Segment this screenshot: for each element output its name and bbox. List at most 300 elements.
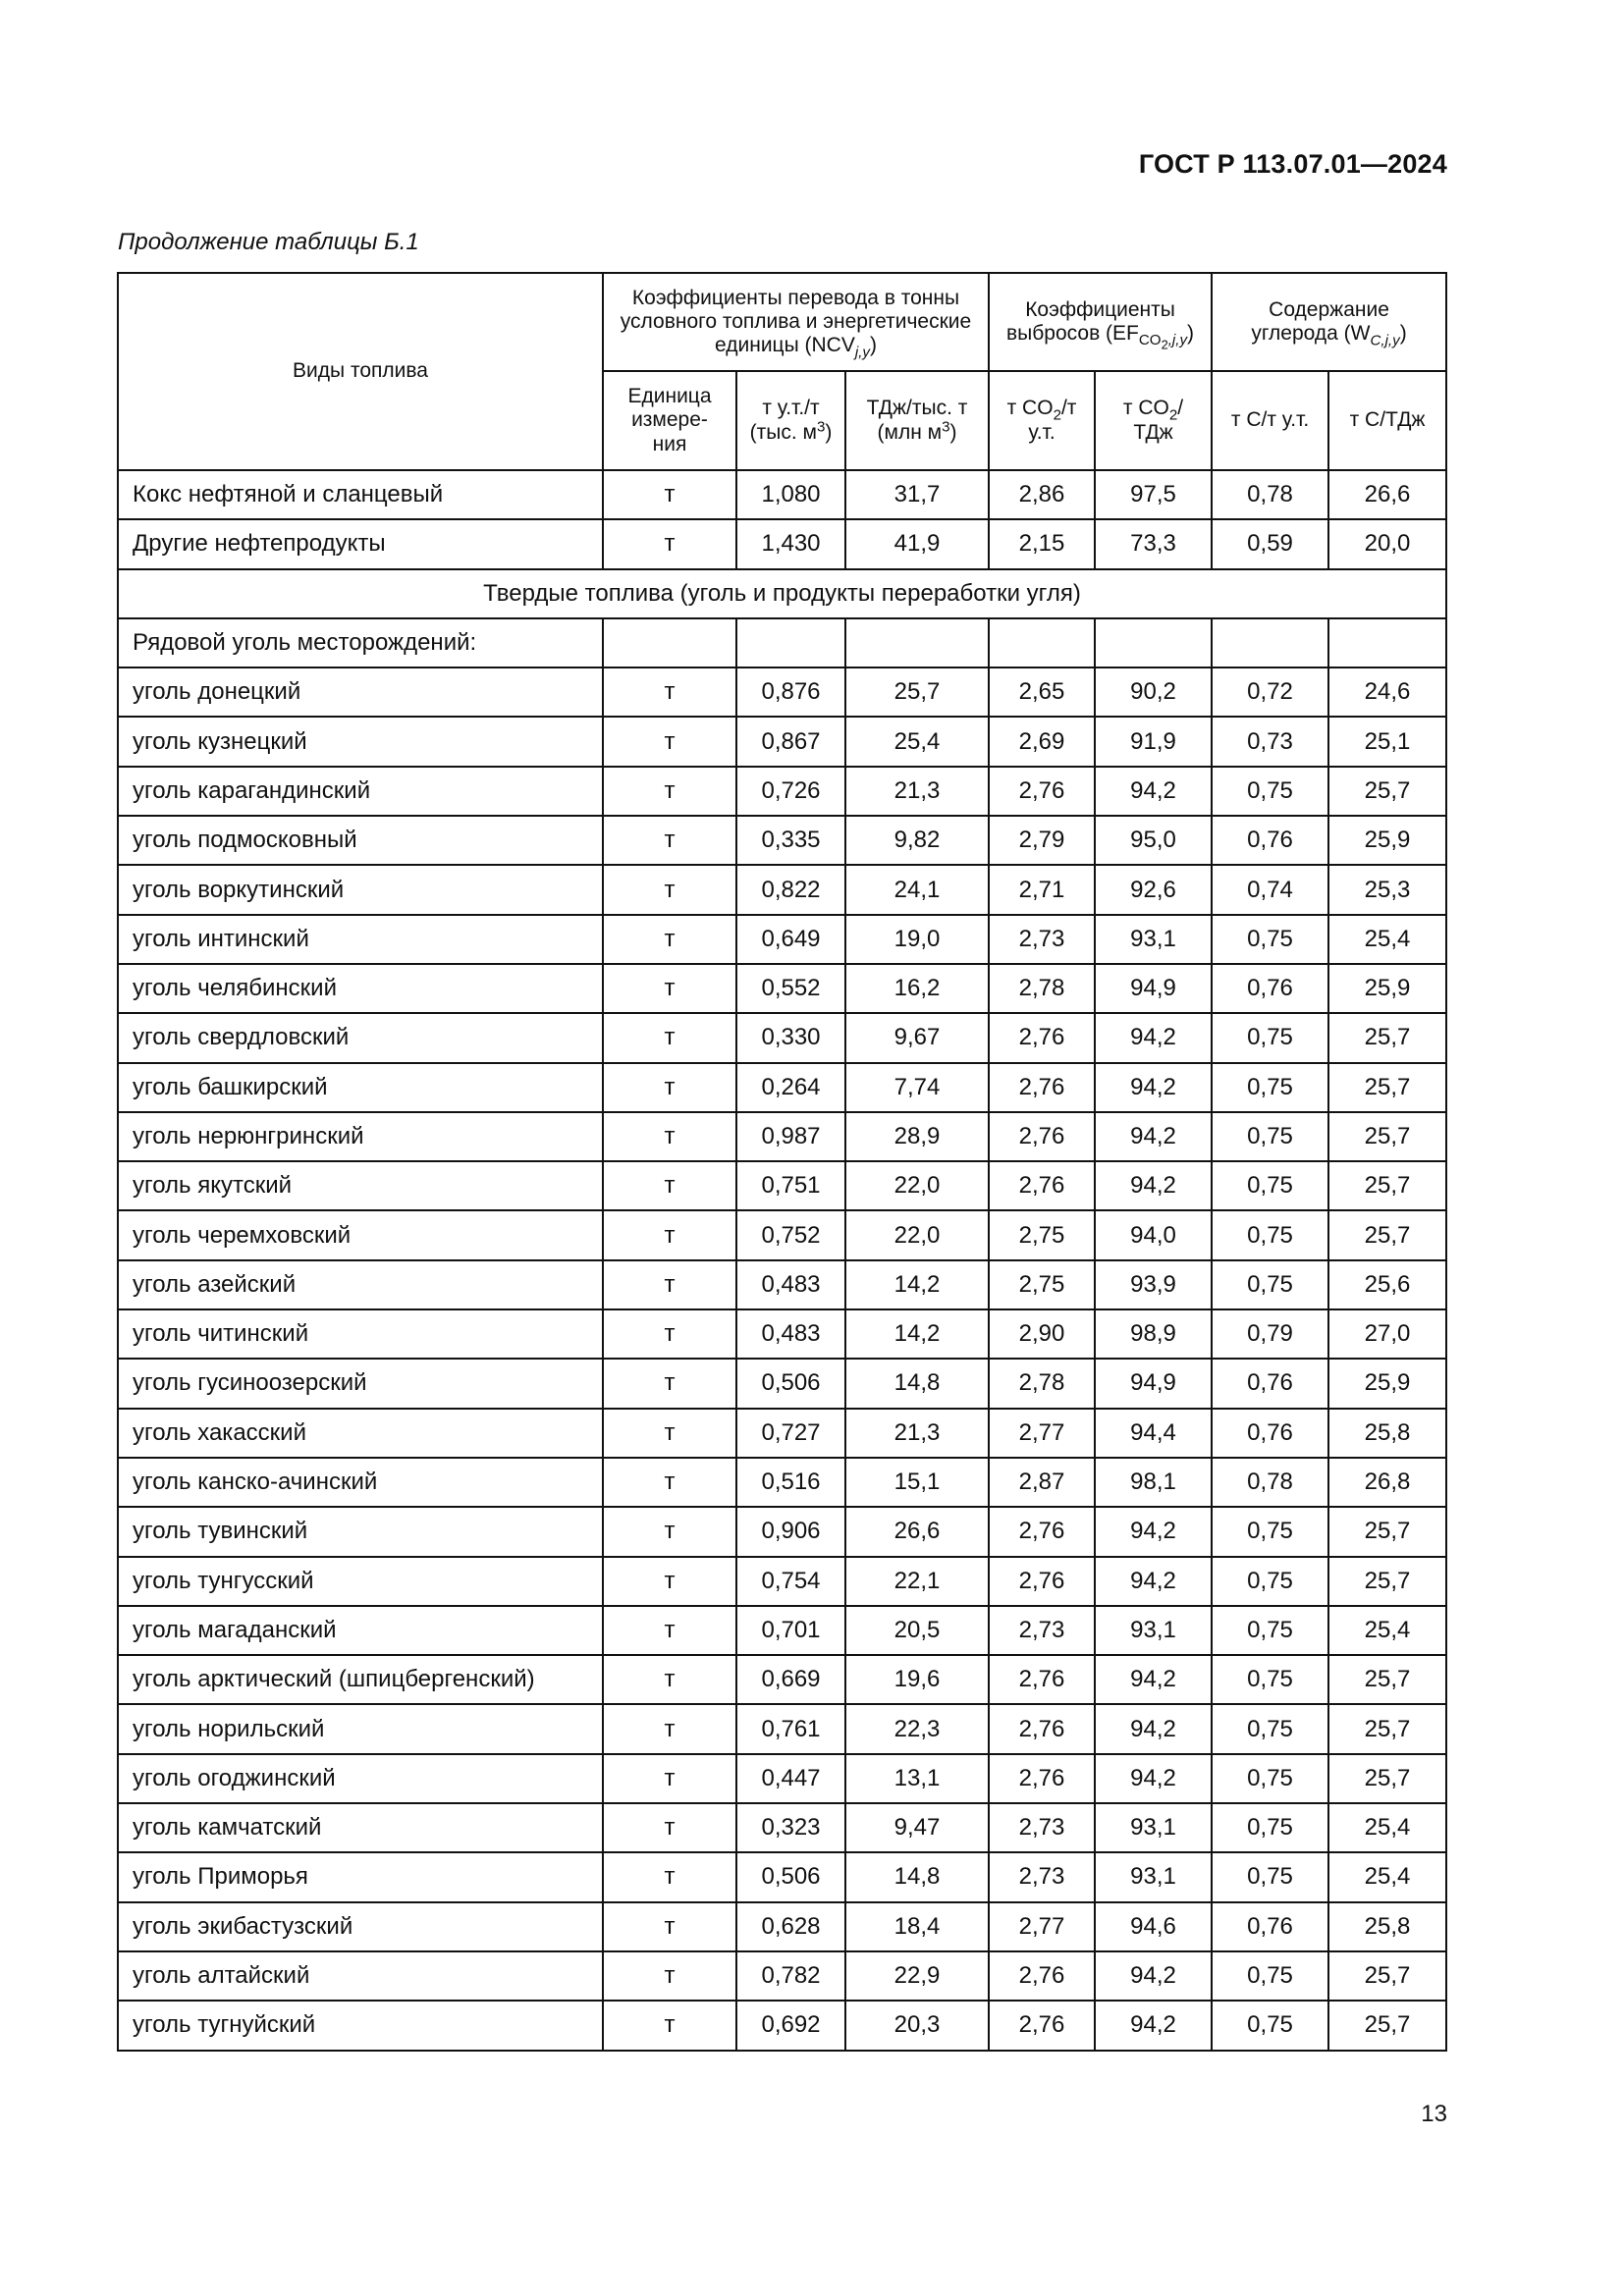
fuel-name-cell: Кокс нефтяной и сланцевый xyxy=(118,470,603,519)
co2-per-tj-cell: 94,2 xyxy=(1095,1704,1212,1753)
co2-per-tce-cell: 2,75 xyxy=(989,1260,1095,1309)
c-per-tj-cell: 25,8 xyxy=(1328,1409,1446,1458)
co2-per-tj-cell: 94,2 xyxy=(1095,1013,1212,1062)
tj-per-kt-cell: 22,0 xyxy=(845,1161,989,1210)
fuel-name-cell: уголь огоджинский xyxy=(118,1754,603,1803)
fuel-name-cell: уголь норильский xyxy=(118,1704,603,1753)
tce-per-t-cell: 0,447 xyxy=(736,1754,845,1803)
fuel-name-cell: уголь кузнецкий xyxy=(118,717,603,766)
table-row xyxy=(118,519,1446,568)
fuel-name-cell: уголь башкирский xyxy=(118,1063,603,1112)
co2-per-tce-cell: 2,76 xyxy=(989,1655,1095,1704)
fuel-name-cell: уголь интинский xyxy=(118,915,603,964)
table-row xyxy=(118,1112,1446,1161)
table-row xyxy=(118,1063,1446,1112)
co2-per-tce-cell: 2,76 xyxy=(989,1063,1095,1112)
tj-per-kt-cell: 28,9 xyxy=(845,1112,989,1161)
header-emission-group xyxy=(989,273,1212,371)
header-tce-per-t-b: (тыс. м xyxy=(749,420,817,444)
table-caption: Продолжение таблицы Б.1 xyxy=(118,229,419,255)
tj-per-kt-cell: 9,67 xyxy=(845,1013,989,1062)
c-per-tce-cell: 0,75 xyxy=(1212,915,1328,964)
co2-per-tj-cell: 90,2 xyxy=(1095,667,1212,717)
co2-per-tce-cell: 2,79 xyxy=(989,816,1095,865)
tj-per-kt-cell: 19,0 xyxy=(845,915,989,964)
co2-per-tce-cell: 2,76 xyxy=(989,1754,1095,1803)
fuel-name-cell: уголь воркутинский xyxy=(118,865,603,914)
unit-cell: т xyxy=(603,1409,736,1458)
tce-per-t-cell: 0,628 xyxy=(736,1902,845,1951)
fuel-name-cell: уголь Приморья xyxy=(118,1852,603,1901)
co2-per-tj-cell: 94,4 xyxy=(1095,1409,1212,1458)
table-row xyxy=(118,1557,1446,1606)
header-co2-per-tj-b: / ТДж xyxy=(1133,397,1184,444)
header-c-per-tj: т С/ТДж xyxy=(1328,371,1446,470)
table-body xyxy=(118,470,1446,667)
co2-per-tce-cell: 2,76 xyxy=(989,1013,1095,1062)
co2-per-tj-cell: 98,9 xyxy=(1095,1309,1212,1359)
unit-cell: т xyxy=(603,1161,736,1210)
tce-per-t-cell: 0,906 xyxy=(736,1507,845,1556)
table-row xyxy=(118,964,1446,1013)
c-per-tce-cell: 0,72 xyxy=(1212,667,1328,717)
co2-per-tj-cell: 97,5 xyxy=(1095,470,1212,519)
fuel-name-cell: уголь азейский xyxy=(118,1260,603,1309)
empty-cell xyxy=(1212,618,1328,667)
c-per-tce-cell: 0,75 xyxy=(1212,1754,1328,1803)
empty-cell xyxy=(1328,618,1446,667)
tce-per-t-cell: 0,751 xyxy=(736,1161,845,1210)
tj-per-kt-cell: 25,7 xyxy=(845,667,989,717)
fuel-name-cell: уголь тувинский xyxy=(118,1507,603,1556)
co2-per-tj-cell: 93,1 xyxy=(1095,1606,1212,1655)
fuel-name-cell: уголь донецкий xyxy=(118,667,603,717)
unit-cell: т xyxy=(603,1852,736,1901)
tce-per-t-cell: 0,876 xyxy=(736,667,845,717)
table-row xyxy=(118,1704,1446,1753)
tce-per-t-cell: 0,727 xyxy=(736,1409,845,1458)
tj-per-kt-cell: 15,1 xyxy=(845,1458,989,1507)
header-conversion-text: Коэффициенты перевода в тонны условного топлива и энергетические единицы (NCV xyxy=(620,286,972,357)
tce-per-t-cell: 0,264 xyxy=(736,1063,845,1112)
fuel-name-cell: уголь канско-ачинский xyxy=(118,1458,603,1507)
header-emission-sub-main: CO xyxy=(1138,332,1162,349)
header-emission-sub-2: 2 xyxy=(1161,337,1168,352)
table-row xyxy=(118,1606,1446,1655)
co2-per-tce-cell: 2,86 xyxy=(989,470,1095,519)
c-per-tce-cell: 0,74 xyxy=(1212,865,1328,914)
table-row xyxy=(118,1754,1446,1803)
co2-per-tj-cell: 94,2 xyxy=(1095,1951,1212,2001)
c-per-tj-cell: 25,9 xyxy=(1328,964,1446,1013)
co2-per-tce-cell: 2,73 xyxy=(989,1852,1095,1901)
tce-per-t-cell: 0,552 xyxy=(736,964,845,1013)
group-label-cell: Рядовой уголь месторождений: xyxy=(118,618,603,667)
unit-cell: т xyxy=(603,1063,736,1112)
tj-per-kt-cell: 19,6 xyxy=(845,1655,989,1704)
c-per-tj-cell: 25,7 xyxy=(1328,1951,1446,2001)
c-per-tj-cell: 25,9 xyxy=(1328,816,1446,865)
tce-per-t-cell: 0,782 xyxy=(736,1951,845,2001)
co2-per-tj-cell: 93,1 xyxy=(1095,1852,1212,1901)
co2-per-tce-cell: 2,76 xyxy=(989,1951,1095,2001)
tj-per-kt-cell: 26,6 xyxy=(845,1507,989,1556)
co2-per-tj-cell: 95,0 xyxy=(1095,816,1212,865)
co2-per-tce-cell: 2,69 xyxy=(989,717,1095,766)
co2-per-tce-cell: 2,76 xyxy=(989,1161,1095,1210)
co2-per-tj-cell: 93,1 xyxy=(1095,1803,1212,1852)
header-emission-text: Коэффициенты выбросов (EF xyxy=(1006,297,1175,345)
tj-per-kt-cell: 21,3 xyxy=(845,767,989,816)
header-tce-per-t-a: т у.т./т xyxy=(762,397,820,420)
unit-cell: т xyxy=(603,816,736,865)
tce-per-t-cell: 0,483 xyxy=(736,1260,845,1309)
tj-per-kt-cell: 20,5 xyxy=(845,1606,989,1655)
fuel-name-cell: Другие нефтепродукты xyxy=(118,519,603,568)
header-emission-sub-tail: ,j,y xyxy=(1167,332,1188,349)
co2-per-tj-cell: 94,2 xyxy=(1095,1655,1212,1704)
co2-per-tce-cell: 2,75 xyxy=(989,1210,1095,1259)
tce-per-t-cell: 0,506 xyxy=(736,1852,845,1901)
header-co2-per-tce-sub: 2 xyxy=(1053,406,1061,424)
c-per-tce-cell: 0,75 xyxy=(1212,1704,1328,1753)
fuel-coefficients-table xyxy=(117,272,1447,2052)
table-row xyxy=(118,865,1446,914)
unit-cell: т xyxy=(603,1359,736,1408)
c-per-tce-cell: 0,75 xyxy=(1212,1606,1328,1655)
c-per-tj-cell: 25,7 xyxy=(1328,1557,1446,1606)
tce-per-t-cell: 0,692 xyxy=(736,2001,845,2050)
co2-per-tce-cell: 2,77 xyxy=(989,1902,1095,1951)
c-per-tce-cell: 0,75 xyxy=(1212,1507,1328,1556)
co2-per-tce-cell: 2,73 xyxy=(989,1606,1095,1655)
fuel-name-cell: уголь арктический (шпицбергенский) xyxy=(118,1655,603,1704)
c-per-tce-cell: 0,78 xyxy=(1212,1458,1328,1507)
c-per-tce-cell: 0,75 xyxy=(1212,1951,1328,2001)
c-per-tj-cell: 24,6 xyxy=(1328,667,1446,717)
c-per-tce-cell: 0,76 xyxy=(1212,1359,1328,1408)
header-tce-per-t-c: ) xyxy=(825,420,833,444)
tce-per-t-cell: 0,761 xyxy=(736,1704,845,1753)
c-per-tj-cell: 25,4 xyxy=(1328,1606,1446,1655)
fuel-name-cell: уголь подмосковный xyxy=(118,816,603,865)
tce-per-t-cell: 0,669 xyxy=(736,1655,845,1704)
coal-rows xyxy=(118,667,1446,2050)
header-tj-per-kt-sup: 3 xyxy=(942,417,950,435)
c-per-tce-cell: 0,76 xyxy=(1212,1409,1328,1458)
header-tj-per-kt xyxy=(845,371,989,470)
c-per-tce-cell: 0,75 xyxy=(1212,1013,1328,1062)
fuel-name-cell: уголь нерюнгринский xyxy=(118,1112,603,1161)
co2-per-tce-cell: 2,76 xyxy=(989,767,1095,816)
fuel-name-cell: уголь читинский xyxy=(118,1309,603,1359)
unit-cell: т xyxy=(603,1655,736,1704)
fuel-name-cell: уголь алтайский xyxy=(118,1951,603,2001)
tce-per-t-cell: 1,080 xyxy=(736,470,845,519)
table-row xyxy=(118,1161,1446,1210)
tj-per-kt-cell: 41,9 xyxy=(845,519,989,568)
unit-cell: т xyxy=(603,1951,736,2001)
c-per-tce-cell: 0,75 xyxy=(1212,1803,1328,1852)
fuel-name-cell: уголь камчатский xyxy=(118,1803,603,1852)
c-per-tj-cell: 25,8 xyxy=(1328,1902,1446,1951)
unit-cell: т xyxy=(603,1458,736,1507)
c-per-tce-cell: 0,59 xyxy=(1212,519,1328,568)
fuel-name-cell: уголь экибастузский xyxy=(118,1902,603,1951)
tce-per-t-cell: 0,867 xyxy=(736,717,845,766)
c-per-tj-cell: 25,4 xyxy=(1328,1803,1446,1852)
c-per-tj-cell: 25,7 xyxy=(1328,1013,1446,1062)
co2-per-tce-cell: 2,65 xyxy=(989,667,1095,717)
table-row xyxy=(118,1458,1446,1507)
table-row xyxy=(118,1655,1446,1704)
c-per-tce-cell: 0,75 xyxy=(1212,1260,1328,1309)
unit-cell: т xyxy=(603,1704,736,1753)
co2-per-tj-cell: 94,2 xyxy=(1095,1754,1212,1803)
c-per-tj-cell: 25,9 xyxy=(1328,1359,1446,1408)
fuel-name-cell: уголь гусиноозерский xyxy=(118,1359,603,1408)
co2-per-tj-cell: 94,2 xyxy=(1095,767,1212,816)
header-conversion-sub: j,y xyxy=(854,344,870,361)
unit-cell: т xyxy=(603,1507,736,1556)
table-row xyxy=(118,2001,1446,2050)
c-per-tce-cell: 0,75 xyxy=(1212,1210,1328,1259)
tce-per-t-cell: 0,323 xyxy=(736,1803,845,1852)
empty-cell xyxy=(736,618,845,667)
c-per-tj-cell: 25,7 xyxy=(1328,1112,1446,1161)
header-co2-per-tce xyxy=(989,371,1095,470)
unit-cell: т xyxy=(603,1754,736,1803)
header-co2-per-tj-sub: 2 xyxy=(1168,406,1178,424)
unit-cell: т xyxy=(603,1606,736,1655)
unit-cell: т xyxy=(603,1210,736,1259)
tj-per-kt-cell: 25,4 xyxy=(845,717,989,766)
page-number: 13 xyxy=(1421,2101,1447,2127)
c-per-tce-cell: 0,75 xyxy=(1212,1655,1328,1704)
c-per-tj-cell: 25,7 xyxy=(1328,1507,1446,1556)
co2-per-tj-cell: 94,9 xyxy=(1095,964,1212,1013)
fuel-name-cell: уголь якутский xyxy=(118,1161,603,1210)
tce-per-t-cell: 0,335 xyxy=(736,816,845,865)
header-conversion-close: ) xyxy=(869,334,877,357)
c-per-tj-cell: 25,4 xyxy=(1328,915,1446,964)
fuel-name-cell: уголь челябинский xyxy=(118,964,603,1013)
header-carbon-text: Содержание углерода (W xyxy=(1251,297,1389,345)
tce-per-t-cell: 0,822 xyxy=(736,865,845,914)
co2-per-tce-cell: 2,76 xyxy=(989,2001,1095,2050)
co2-per-tj-cell: 91,9 xyxy=(1095,717,1212,766)
c-per-tj-cell: 25,7 xyxy=(1328,1210,1446,1259)
c-per-tj-cell: 25,3 xyxy=(1328,865,1446,914)
tj-per-kt-cell: 22,1 xyxy=(845,1557,989,1606)
unit-cell: т xyxy=(603,1013,736,1062)
table-row xyxy=(118,1803,1446,1852)
co2-per-tce-cell: 2,15 xyxy=(989,519,1095,568)
unit-cell: т xyxy=(603,1902,736,1951)
c-per-tj-cell: 26,6 xyxy=(1328,470,1446,519)
header-tj-per-kt-c: ) xyxy=(949,420,957,444)
tce-per-t-cell: 0,483 xyxy=(736,1309,845,1359)
unit-cell: т xyxy=(603,767,736,816)
table-row xyxy=(118,1951,1446,2001)
c-per-tj-cell: 25,7 xyxy=(1328,2001,1446,2050)
tce-per-t-cell: 1,430 xyxy=(736,519,845,568)
c-per-tce-cell: 0,75 xyxy=(1212,1161,1328,1210)
header-tce-per-t-sup: 3 xyxy=(816,417,826,435)
unit-cell: т xyxy=(603,470,736,519)
section-row xyxy=(118,569,1446,618)
co2-per-tce-cell: 2,77 xyxy=(989,1409,1095,1458)
header-co2-per-tj-a: т CO xyxy=(1122,397,1169,420)
co2-per-tj-cell: 94,2 xyxy=(1095,1557,1212,1606)
c-per-tce-cell: 0,76 xyxy=(1212,1902,1328,1951)
table-row xyxy=(118,1409,1446,1458)
tce-per-t-cell: 0,649 xyxy=(736,915,845,964)
tj-per-kt-cell: 14,2 xyxy=(845,1260,989,1309)
c-per-tj-cell: 25,1 xyxy=(1328,717,1446,766)
c-per-tce-cell: 0,75 xyxy=(1212,1852,1328,1901)
c-per-tj-cell: 25,7 xyxy=(1328,1063,1446,1112)
table-row xyxy=(118,1210,1446,1259)
co2-per-tj-cell: 94,2 xyxy=(1095,1112,1212,1161)
co2-per-tce-cell: 2,73 xyxy=(989,915,1095,964)
tce-per-t-cell: 0,330 xyxy=(736,1013,845,1062)
table-row xyxy=(118,667,1446,717)
header-tj-per-kt-b: (млн м xyxy=(877,420,943,444)
c-per-tce-cell: 0,75 xyxy=(1212,1112,1328,1161)
tj-per-kt-cell: 21,3 xyxy=(845,1409,989,1458)
co2-per-tce-cell: 2,78 xyxy=(989,964,1095,1013)
header-carbon-group xyxy=(1212,273,1446,371)
fuel-name-cell: уголь карагандинский xyxy=(118,767,603,816)
table-row xyxy=(118,1013,1446,1062)
co2-per-tce-cell: 2,76 xyxy=(989,1507,1095,1556)
tj-per-kt-cell: 20,3 xyxy=(845,2001,989,2050)
unit-cell: т xyxy=(603,667,736,717)
tj-per-kt-cell: 9,47 xyxy=(845,1803,989,1852)
co2-per-tj-cell: 92,6 xyxy=(1095,865,1212,914)
fuel-name-cell: уголь свердловский xyxy=(118,1013,603,1062)
table-row xyxy=(118,1902,1446,1951)
tj-per-kt-cell: 14,8 xyxy=(845,1852,989,1901)
tce-per-t-cell: 0,516 xyxy=(736,1458,845,1507)
c-per-tce-cell: 0,73 xyxy=(1212,717,1328,766)
unit-cell: т xyxy=(603,1260,736,1309)
tce-per-t-cell: 0,752 xyxy=(736,1210,845,1259)
empty-cell xyxy=(1095,618,1212,667)
co2-per-tce-cell: 2,73 xyxy=(989,1803,1095,1852)
header-co2-per-tce-b: /т у.т. xyxy=(1028,397,1077,444)
table-row xyxy=(118,470,1446,519)
header-tce-per-t xyxy=(736,371,845,470)
co2-per-tce-cell: 2,76 xyxy=(989,1557,1095,1606)
c-per-tj-cell: 25,6 xyxy=(1328,1260,1446,1309)
co2-per-tj-cell: 98,1 xyxy=(1095,1458,1212,1507)
header-carbon-close: ) xyxy=(1399,322,1407,345)
co2-per-tj-cell: 94,6 xyxy=(1095,1902,1212,1951)
fuel-name-cell: уголь тугнуйский xyxy=(118,2001,603,2050)
unit-cell: т xyxy=(603,1803,736,1852)
header-unit xyxy=(603,371,736,470)
co2-per-tj-cell: 93,9 xyxy=(1095,1260,1212,1309)
table-header xyxy=(118,273,1446,470)
fuel-name-cell: уголь магаданский xyxy=(118,1606,603,1655)
c-per-tj-cell: 25,7 xyxy=(1328,1754,1446,1803)
c-per-tj-cell: 20,0 xyxy=(1328,519,1446,568)
header-co2-per-tj xyxy=(1095,371,1212,470)
co2-per-tj-cell: 94,2 xyxy=(1095,2001,1212,2050)
co2-per-tce-cell: 2,90 xyxy=(989,1309,1095,1359)
co2-per-tce-cell: 2,71 xyxy=(989,865,1095,914)
c-per-tce-cell: 0,76 xyxy=(1212,964,1328,1013)
unit-cell: т xyxy=(603,915,736,964)
tj-per-kt-cell: 22,0 xyxy=(845,1210,989,1259)
co2-per-tj-cell: 94,2 xyxy=(1095,1507,1212,1556)
group-row xyxy=(118,618,1446,667)
tj-per-kt-cell: 31,7 xyxy=(845,470,989,519)
tj-per-kt-cell: 22,9 xyxy=(845,1951,989,2001)
fuel-name-cell: уголь тунгусский xyxy=(118,1557,603,1606)
header-c-per-tce: т С/т у.т. xyxy=(1212,371,1328,470)
table-row xyxy=(118,1507,1446,1556)
unit-cell: т xyxy=(603,865,736,914)
document-code: ГОСТ Р 113.07.01—2024 xyxy=(1138,149,1447,179)
c-per-tce-cell: 0,75 xyxy=(1212,1063,1328,1112)
c-per-tj-cell: 25,7 xyxy=(1328,1704,1446,1753)
tj-per-kt-cell: 13,1 xyxy=(845,1754,989,1803)
c-per-tj-cell: 25,7 xyxy=(1328,1655,1446,1704)
empty-cell xyxy=(845,618,989,667)
tj-per-kt-cell: 18,4 xyxy=(845,1902,989,1951)
tce-per-t-cell: 0,754 xyxy=(736,1557,845,1606)
section-solid-fuels: Твердые топлива (уголь и продукты переработки угля) xyxy=(118,569,1446,618)
header-carbon-sub: C,j,y xyxy=(1370,332,1400,349)
header-co2-per-tce-a: т CO xyxy=(1006,397,1054,420)
tj-per-kt-cell: 14,8 xyxy=(845,1359,989,1408)
co2-per-tce-cell: 2,87 xyxy=(989,1458,1095,1507)
c-per-tce-cell: 0,75 xyxy=(1212,2001,1328,2050)
table-row xyxy=(118,1260,1446,1309)
fuel-name-cell: уголь черемховский xyxy=(118,1210,603,1259)
co2-per-tce-cell: 2,76 xyxy=(989,1704,1095,1753)
header-emission-close: ) xyxy=(1187,322,1195,345)
header-fuel-types: Виды топлива xyxy=(118,273,603,470)
unit-cell: т xyxy=(603,717,736,766)
tj-per-kt-cell: 16,2 xyxy=(845,964,989,1013)
tce-per-t-cell: 0,726 xyxy=(736,767,845,816)
table-row xyxy=(118,1359,1446,1408)
fuel-name-cell: уголь хакасский xyxy=(118,1409,603,1458)
tce-per-t-cell: 0,987 xyxy=(736,1112,845,1161)
tj-per-kt-cell: 7,74 xyxy=(845,1063,989,1112)
tce-per-t-cell: 0,506 xyxy=(736,1359,845,1408)
unit-cell: т xyxy=(603,1309,736,1359)
unit-cell: т xyxy=(603,1112,736,1161)
co2-per-tce-cell: 2,76 xyxy=(989,1112,1095,1161)
co2-per-tj-cell: 93,1 xyxy=(1095,915,1212,964)
c-per-tj-cell: 27,0 xyxy=(1328,1309,1446,1359)
co2-per-tj-cell: 94,0 xyxy=(1095,1210,1212,1259)
header-tj-per-kt-a: ТДж/тыс. т xyxy=(866,397,968,420)
c-per-tj-cell: 26,8 xyxy=(1328,1458,1446,1507)
co2-per-tj-cell: 94,2 xyxy=(1095,1161,1212,1210)
header-conversion-group xyxy=(603,273,989,371)
c-per-tce-cell: 0,79 xyxy=(1212,1309,1328,1359)
table-row xyxy=(118,1309,1446,1359)
tj-per-kt-cell: 24,1 xyxy=(845,865,989,914)
unit-cell: т xyxy=(603,519,736,568)
unit-cell: т xyxy=(603,2001,736,2050)
